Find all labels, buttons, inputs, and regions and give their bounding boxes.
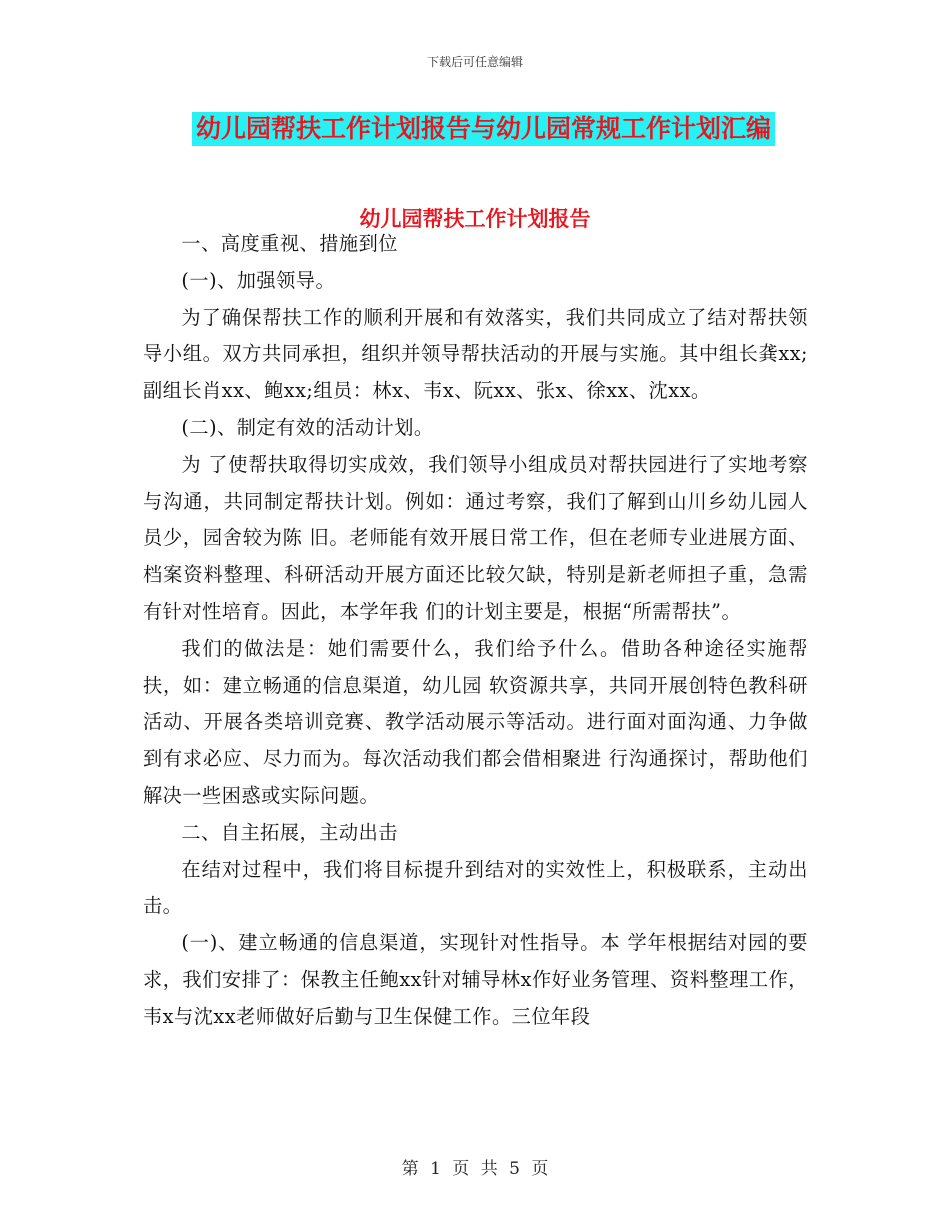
paragraph: (一)、建立畅通的信息渠道，实现针对性指导。本 学年根据结对园的要求，我们安排了：保教主任鲍xx针对辅导林x作好业务管理、资料整理工作，韦x与沈xx老师做好后勤与卫生保健工作。三位年段 [143, 931, 808, 1028]
paragraph: 二、自主拓展，主动出击 [181, 820, 398, 844]
paragraph: 为了确保帮扶工作的顺利开展和有效落实，我们共同成立了结对帮扶领导小组。双方共同承担，组织并领导帮扶活动的开展与实施。其中组长龚xx;副组长肖xx、鲍xx;组员：林x、韦x、阮xx、张x、徐xx、沈xx。 [143, 305, 808, 403]
paragraph: (二)、制定有效的活动计划。 [181, 415, 434, 439]
section-title: 幼儿园帮扶工作计划报告 [359, 207, 591, 231]
paragraph: 我们的做法是：她们需要什么，我们给予什么。借助各种途径实施帮扶，如：建立畅通的信息渠道，幼儿园 软资源共享，共同开展创特色教科研活动、开展各类培训竞赛、教学活动展示等活动。进行面对面沟通、力争做到有求必应、尽力而为。每次活动我们都会借相聚进 行沟通探讨，帮助他们解决一些困惑或实际问题。 [143, 636, 808, 807]
paragraph: 为 了使帮扶取得切实成效，我们领导小组成员对帮扶园进行了实地考察与沟通，共同制定帮扶计划。例如：通过考察，我们了解到山川乡幼儿园人员少，园舍较为陈 旧。老师能有效开展日常工作，但在老师专业进展方面、档案资料整理、科研活动开展方面还比较欠缺，特别是新老师担子重，急需有针对性培育。因此，本学年我 们的计划主要是，根据“所需帮扶”。 [143, 452, 808, 623]
paragraph: 一、高度重视、措施到位 [181, 232, 398, 255]
page-header-note: 下载后可任意编辑 [426, 55, 523, 69]
page-number: 第 1 页 共 5 页 [401, 1159, 549, 1179]
document-main-title: 幼儿园帮扶工作计划报告与幼儿园常规工作计划汇编 [192, 112, 775, 146]
document-body [143, 226, 808, 1036]
paragraph: 在结对过程中，我们将目标提升到结对的实效性上，积极联系，主动出击。 [143, 857, 808, 918]
paragraph: (一)、加强领导。 [181, 268, 336, 292]
